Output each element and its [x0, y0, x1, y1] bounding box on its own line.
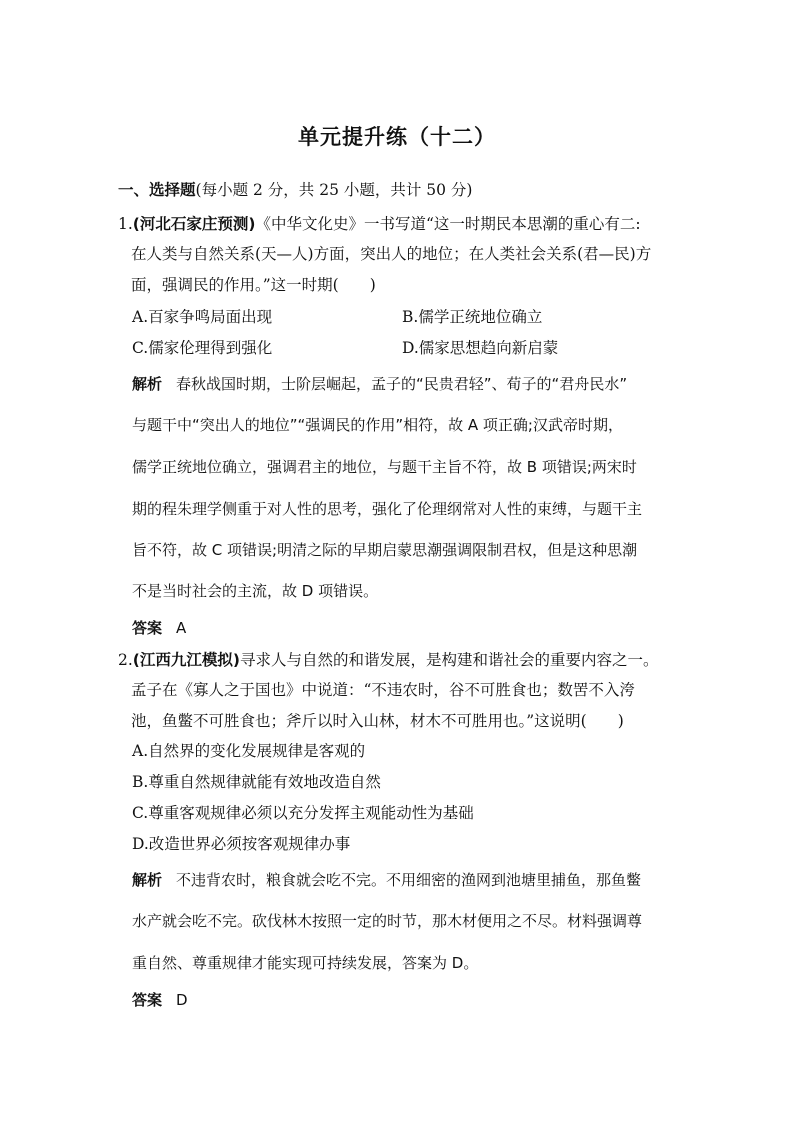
q1-option-a: A.百家争鸣局面出现	[132, 308, 273, 326]
q1-option-d: D.儒家思想趋向新启蒙	[402, 339, 559, 357]
q2-analysis-line-3: 重自然、尊重规律才能实现可持续发展，答案为 D。	[132, 954, 479, 972]
q1-number: 1.	[118, 215, 133, 233]
q1-source: (河北石家庄预测)	[132, 215, 256, 233]
q2-answer-label: 答案	[132, 991, 163, 1009]
section-heading	[118, 178, 472, 200]
q1-analysis-label: 解析	[132, 375, 163, 393]
q2-stem-line-3: 池，鱼鳖不可胜食也；斧斤以时入山林，材木不可胜用也。”这说明( )	[131, 712, 624, 730]
q2-analysis-text-1: 不违背农时，粮食就会吃不完。不用细密的渔网到池塘里捕鱼，那鱼鳖	[176, 871, 642, 889]
q2-option-b: B.尊重自然规律就能有效地改造自然	[132, 773, 381, 791]
q1-analysis-text-1: 春秋战国时期，士阶层崛起，孟子的“民贵君轻”、荀子的“君舟民水”	[176, 375, 628, 393]
q1-analysis-line-2: 与题干中“突出人的地位”“强调民的作用”相符，故 A 项正确;汉武帝时期，	[132, 416, 623, 434]
q1-analysis-line-3: 儒学正统地位确立，强调君主的地位，与题干主旨不符，故 B 项错误;两宋时	[132, 458, 637, 476]
q2-analysis-line-1	[132, 870, 641, 890]
q2-number: 2.	[118, 651, 133, 669]
q2-stem-line-1	[118, 650, 658, 670]
q2-source: (江西九江模拟)	[132, 651, 240, 669]
q1-stem-line-3: 面，强调民的作用。”这一时期( )	[131, 276, 376, 294]
q2-option-a: A.自然界的变化发展规律是客观的	[132, 742, 366, 760]
q2-analysis-label: 解析	[132, 871, 163, 889]
q1-answer-label: 答案	[132, 619, 163, 637]
q2-stem-text-1: 寻求人与自然的和谐发展，是构建和谐社会的重要内容之一。	[239, 651, 659, 669]
q1-analysis-line-1	[132, 374, 627, 394]
q1-analysis-line-5: 旨不符，故 C 项错误;明清之际的早期启蒙思潮强调限制君权，但是这种思潮	[132, 541, 638, 559]
q1-option-b: B.儒学正统地位确立	[402, 308, 543, 326]
section-heading-note: (每小题 2 分，共 25 小题，共计 50 分)	[195, 181, 473, 199]
q2-option-d: D.改造世界必须按客观规律办事	[132, 835, 351, 853]
q1-stem-text-1: 《中华文化史》一书写道“这一时期民本思潮的重心有二:	[255, 215, 641, 233]
q1-answer	[132, 618, 186, 638]
q2-answer-value: D	[176, 991, 188, 1009]
q1-answer-value: A	[176, 619, 187, 637]
q2-answer	[132, 990, 188, 1010]
page-title: 单元提升练（十二）	[298, 125, 496, 149]
q2-option-c: C.尊重客观规律必须以充分发挥主观能动性为基础	[132, 804, 474, 822]
q1-analysis-line-4: 期的程朱理学侧重于对人性的思考，强化了伦理纲常对人性的束缚，与题干主	[132, 500, 643, 518]
q1-stem-line-2: 在人类与自然关系(天—人)方面，突出人的地位；在人类社会关系(君—民)方	[131, 245, 652, 263]
q2-analysis-line-2: 水产就会吃不完。砍伐林木按照一定的时节，那木材便用之不尽。材料强调尊	[132, 912, 643, 930]
section-heading-label: 一、选择题	[118, 181, 196, 199]
q1-analysis-line-6: 不是当时社会的主流，故 D 项错误。	[132, 582, 379, 600]
q2-stem-line-2: 孟子在《寡人之于国也》中说道：“不违农时，谷不可胜食也；数罟不入洿	[131, 681, 635, 699]
q1-option-c: C.儒家伦理得到强化	[132, 339, 273, 357]
q1-stem-line-1	[118, 214, 641, 234]
